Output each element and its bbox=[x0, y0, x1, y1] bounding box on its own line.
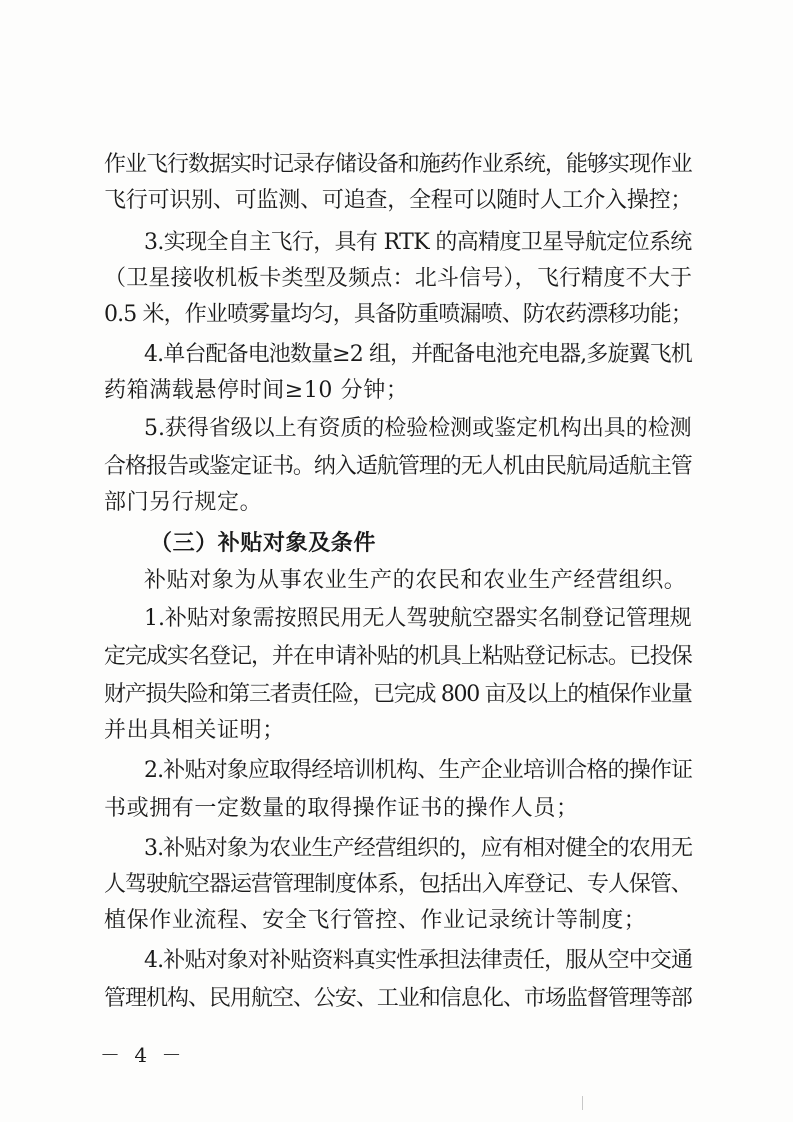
paragraph-line: 植保作业流程、安全飞行管控、作业记录统计等制度； bbox=[104, 908, 647, 933]
paragraph-line: 补贴对象为从事农业生产的农民和农业生产经营组织。 bbox=[144, 568, 687, 593]
paragraph-line: 书或拥有一定数量的取得操作证书的操作人员； bbox=[104, 796, 579, 821]
paragraph-line: 5.获得省级以上有资质的检验检测或鉴定机构出具的检测 bbox=[144, 416, 692, 441]
paragraph-line: 人驾驶航空器运营管理制度体系，包括出入库登记、专人保管、 bbox=[104, 872, 692, 897]
paragraph-line: 合格报告或鉴定证书。纳入适航管理的无人机由民航局适航主管 bbox=[104, 454, 692, 479]
paragraph-line: 0.5 米，作业喷雾量均匀，具备防重喷漏喷、防农药漂移功能； bbox=[104, 302, 692, 327]
section-heading: （三）补贴对象及条件 bbox=[150, 530, 377, 556]
paragraph-line: （卫星接收机板卡类型及频点：北斗信号），飞行精度不大于 bbox=[104, 266, 693, 291]
paragraph-line: 作业飞行数据实时记录存储设备和施药作业系统，能够实现作业 bbox=[104, 152, 692, 177]
paragraph-line: 管理机构、民用航空、公安、工业和信息化、市场监督管理等部 bbox=[104, 986, 692, 1011]
paragraph-line: 药箱满载悬停时间≥10 分钟； bbox=[104, 378, 409, 403]
paragraph-line: 并出具相关证明； bbox=[104, 718, 285, 743]
paragraph-line: 3.实现全自主飞行，具有 RTK 的高精度卫星导航定位系统 bbox=[144, 230, 692, 255]
scan-mark bbox=[582, 1096, 586, 1110]
paragraph-line: 1.补贴对象需按照民用无人驾驶航空器实名制登记管理规 bbox=[144, 606, 692, 631]
paragraph-line: 4.补贴对象对补贴资料真实性承担法律责任，服从空中交通 bbox=[144, 948, 693, 973]
paragraph-line: 2.补贴对象应取得经培训机构、生产企业培训合格的操作证 bbox=[144, 758, 693, 783]
paragraph-line: 3.补贴对象为农业生产经营组织的，应有相对健全的农用无 bbox=[144, 836, 693, 861]
paragraph-line: 财产损失险和第三者责任险，已完成 800 亩及以上的植保作业量 bbox=[104, 682, 692, 707]
paragraph-line: 4.单台配备电池数量≥2 组，并配备电池充电器,多旋翼飞机 bbox=[144, 342, 692, 367]
paragraph-line: 部门另行规定。 bbox=[104, 490, 263, 515]
paragraph-line: 定完成实名登记，并在申请补贴的机具上粘贴登记标志。已投保 bbox=[104, 644, 692, 669]
paragraph-line: 飞行可识别、可监测、可追查，全程可以随时人工介入操控； bbox=[104, 188, 693, 213]
page-number: － 4 － bbox=[100, 1043, 186, 1067]
